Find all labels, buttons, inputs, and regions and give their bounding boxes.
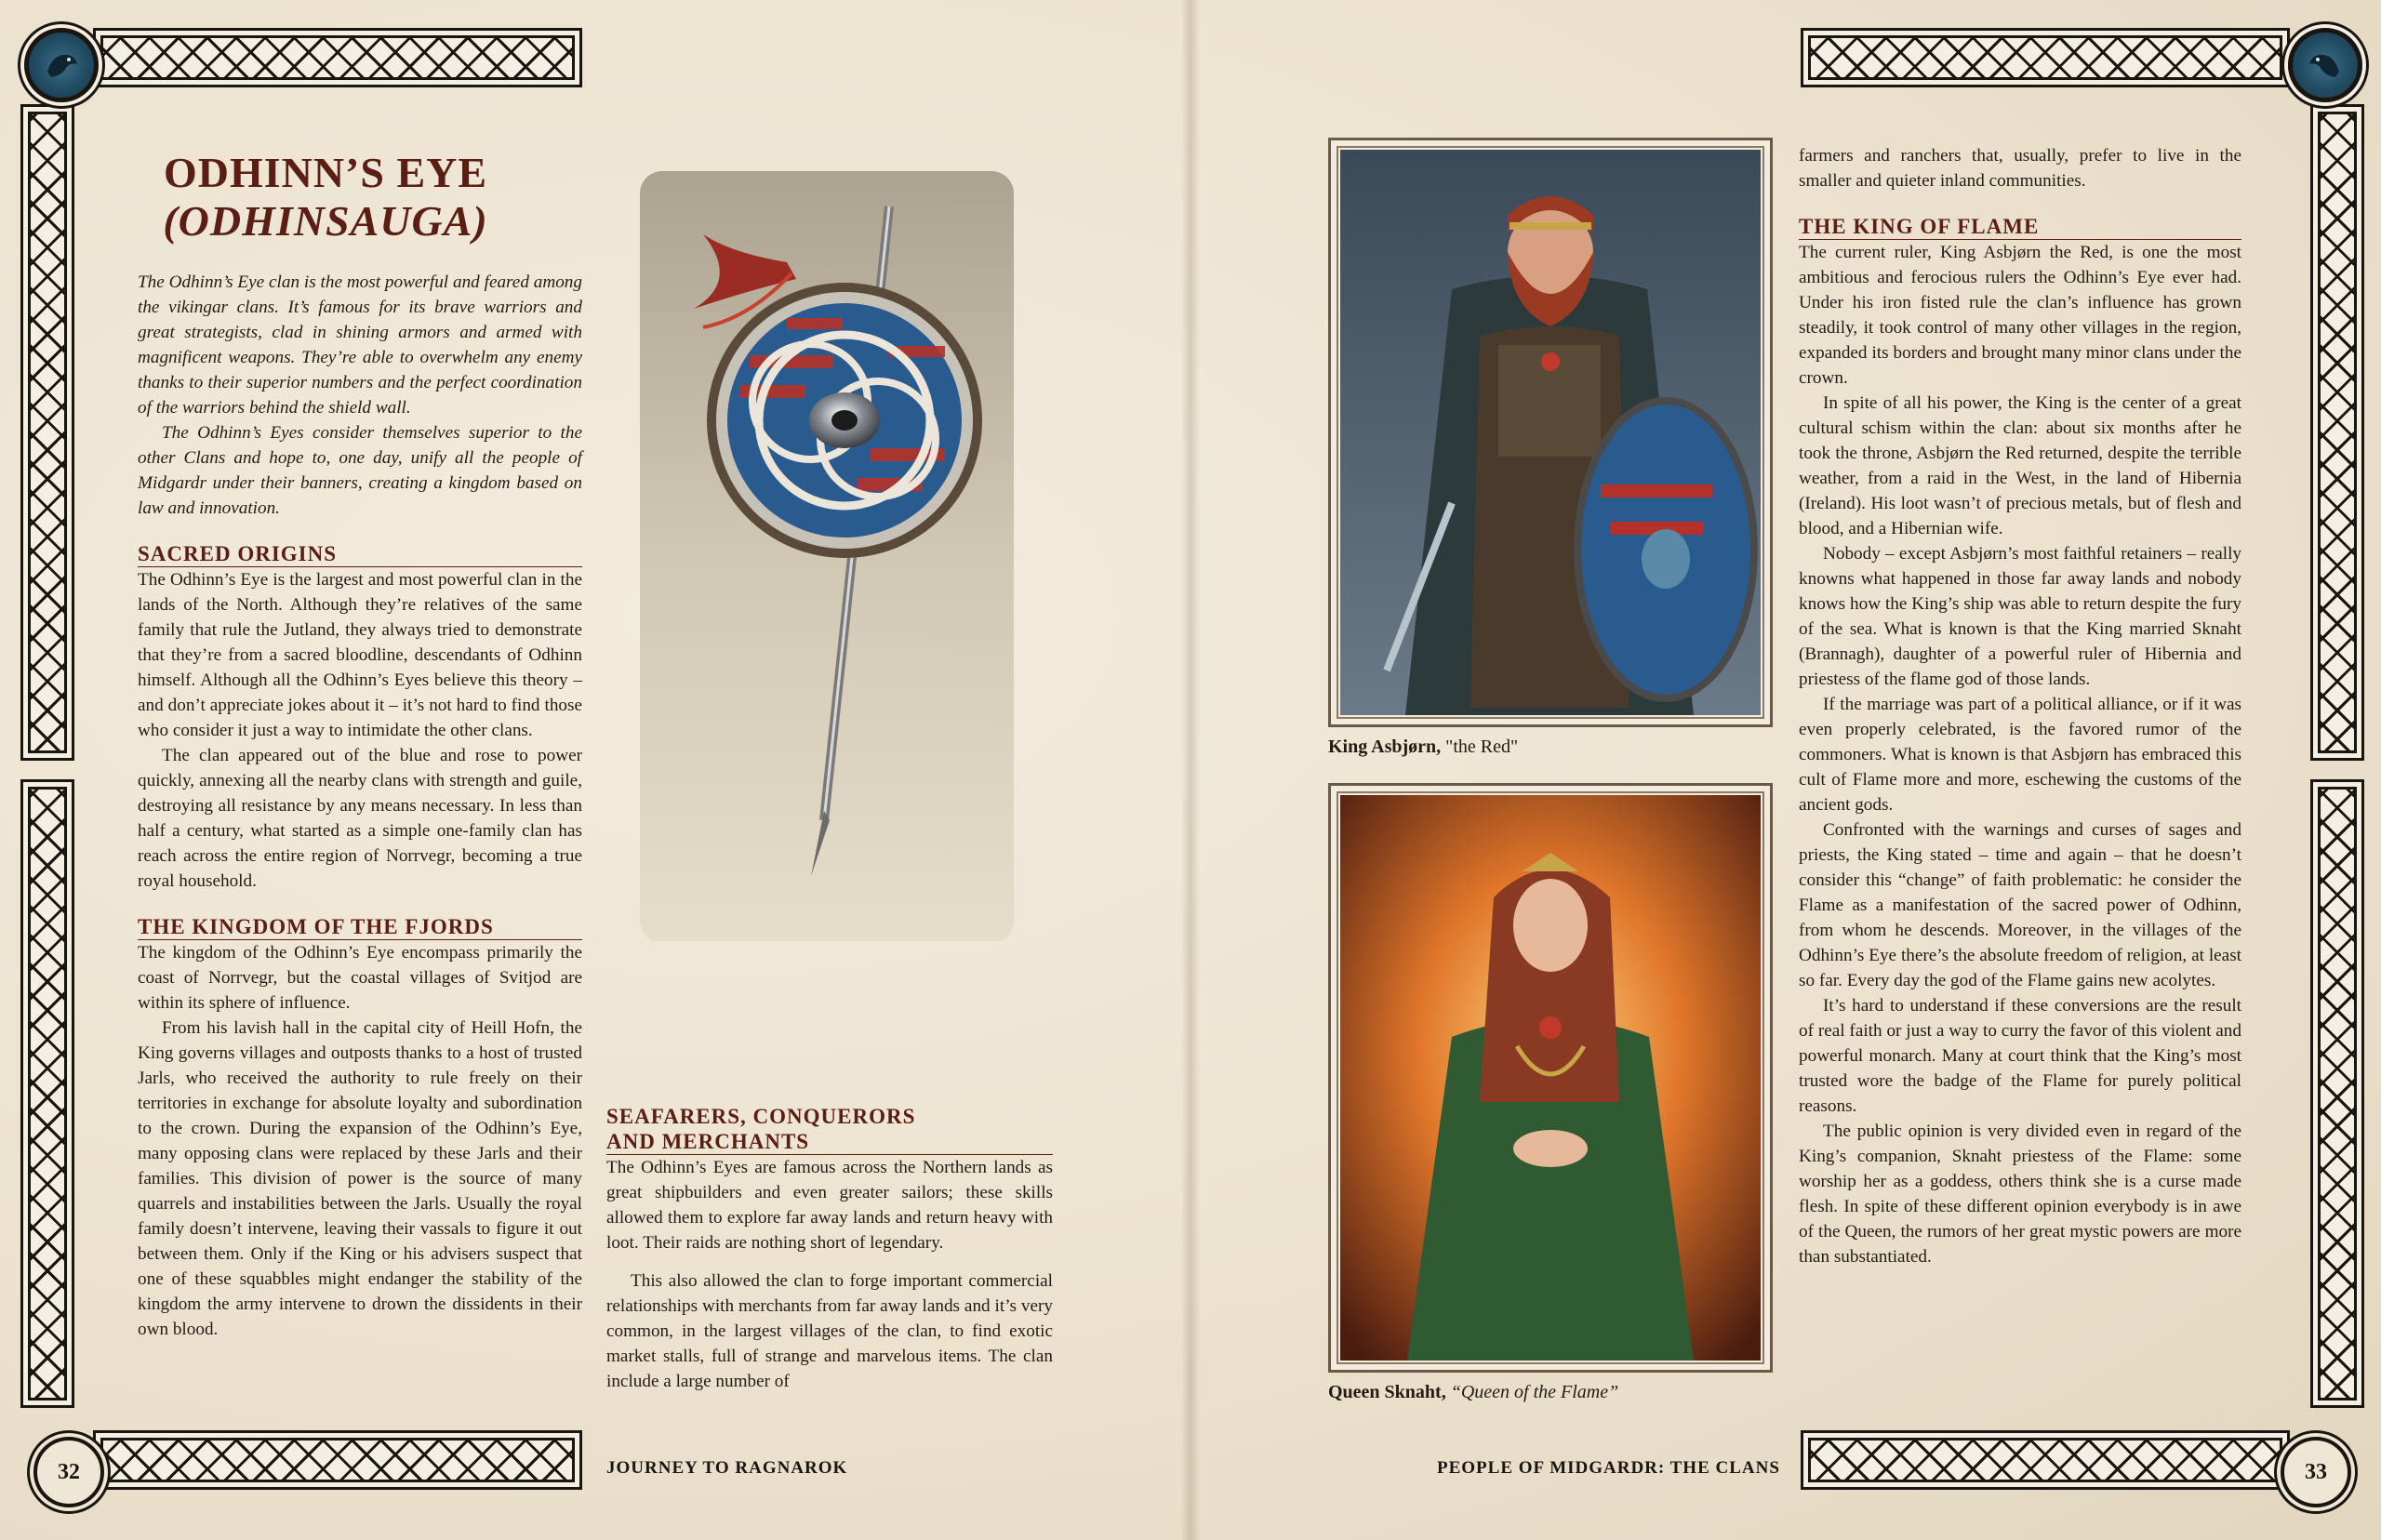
queen-face: [1513, 879, 1588, 972]
section-heading-kingdom: THE KINGDOM OF THE FJORDS: [138, 914, 582, 940]
left-top-border: [93, 28, 582, 87]
right-bottom-border: [1801, 1430, 2290, 1490]
caption-title: "the Red": [1445, 737, 1519, 757]
right-top-border: [1801, 28, 2290, 87]
body-paragraph: Confronted with the warnings and curses of sages and priests, the King stated – time and again – that he doesn’t consider this “change” of faith problematic: he consider the Flame as a manifestation of the sacred power of Odhinn, from whom he descends. Moreover, in the villages of the Odhinn’s Eye there’s the absolute freedom of religion, at least so far. Every day the god of the Flame gains new acolytes.: [1799, 820, 2241, 990]
intro-paragraph: The Odhinn’s Eyes consider themselves superior to the other Clans and hope to, one day, unify all the people of Midgardr under their banners, creating a kingdom based on law and innovation.: [138, 423, 582, 518]
book-gutter: [1181, 0, 1200, 1540]
caption-title: “Queen of the Flame”: [1450, 1382, 1619, 1402]
middle-column: [606, 1104, 1053, 1394]
body-paragraph: The kingdom of the Odhinn’s Eye encompass primarily the coast of Norrvegr, but the coastal villages of Svitjod are within its sphere of influence.: [138, 943, 582, 1013]
right-side-border-upper: [2310, 104, 2364, 761]
queen-caption: [1328, 1382, 1618, 1403]
section-heading-seafarers: [606, 1104, 1053, 1155]
section-heading-sacred-origins: SACRED ORIGINS: [138, 541, 582, 567]
caption-name: Queen Sknaht,: [1328, 1382, 1446, 1402]
right-column: [1799, 143, 2241, 1269]
body-paragraph: The clan appeared out of the blue and rose to power quickly, annexing all the nearby clans with strength and guile, destroying all resistance by any means necessary. In less than half a century, what started as a simple one-family clan has reach across the entire region of Norrvegr, becoming a true royal household.: [138, 746, 582, 891]
raven-emblem-icon: [2304, 44, 2347, 86]
queen-portrait-frame: [1328, 783, 1773, 1373]
king-portrait-frame: [1328, 138, 1773, 727]
body-paragraph: In spite of all his power, the King is the center of a great cultural schism within the clan: about six months after he took the throne, Asbjørn the Red returned, despite the terrible weather, from a raid in the West, in the land of Hibernia (Ireland). His loot wasn’t of precious metals, but of flesh and blood, and a Hibernian wife.: [1799, 393, 2241, 538]
heading-line: SEAFARERS, CONQUERORS: [606, 1105, 916, 1128]
title-line-1: ODHINN’S EYE: [163, 149, 488, 196]
body-paragraph: The public opinion is very divided even in regard of the King’s companion, Sknaht priestess of the Flame: some worship her as a goddess, others think she is a curse made flesh. In spite of these different opinion everybody is in awe of the Queen, the rumors of her great mystic powers are more than substantiated.: [1799, 1122, 2241, 1267]
body-paragraph: farmers and ranchers that, usually, prefer to live in the smaller and quieter inland communities.: [1799, 146, 2241, 191]
right-footer: PEOPLE OF MIDGARDR: THE CLANS: [1437, 1458, 1780, 1478]
left-footer: JOURNEY TO RAGNAROK: [606, 1458, 848, 1478]
body-paragraph: Nobody – except Asbjørn’s most faithful retainers – really knowns what happened in those far away lands and nobody knows how the King’s ship was able to return despite the fury of the sea. What is known is that the King married Sknaht (Brannagh), daughter of a powerful ruler of Hibernia and priestess of the flame god of those lands.: [1799, 544, 2241, 689]
body-paragraph: The Odhinn’s Eyes are famous across the Northern lands as great shipbuilders and even greater sailors; these skills allowed them to explore far away lands and return heavy with loot. Their raids are nothing short of legendary.: [606, 1158, 1053, 1253]
caption-name: King Asbjørn,: [1328, 737, 1442, 757]
intro-text: [138, 270, 582, 521]
right-corner-medallion: [2288, 28, 2362, 102]
intro-paragraph: The Odhinn’s Eye clan is the most powerful and feared among the vikingar clans. It’s famous for its brave warriors and great strategists, clad in shining armors and armed with magnificent weapons. They’re able to overwhelm any enemy thanks to their superior numbers and the perfect coordination of the warriors behind the shield wall.: [138, 272, 582, 418]
body-paragraph: If the marriage was part of a political alliance, or if it was even properly celebrated, is the favored rumor of the commoners. What is known is that Asbjørn has embraced this cult of Flame more and more, eschewing the customs of the ancient gods.: [1799, 695, 2241, 815]
right-page-number: 33: [2281, 1437, 2351, 1507]
heading-line: AND MERCHANTS: [606, 1130, 810, 1153]
left-corner-medallion: [24, 28, 99, 102]
page-title: [140, 149, 512, 246]
left-page-number: 32: [33, 1437, 104, 1507]
body-paragraph: The Odhinn’s Eye is the largest and most powerful clan in the lands of the North. Although they’re relatives of the same family that rule the Jutland, they always tried to demonstrate that they’re from a sacred bloodline, descendants of Odhinn himself. Although all the Odhinn’s Eyes believe this theory – and don’t appreciate jokes about it – it’s not hard to find those who consider it just a way to intimidate the other clans.: [138, 570, 582, 740]
left-side-border-lower: [20, 779, 74, 1408]
title-line-2: (ODHINSAUGA): [163, 197, 488, 245]
right-side-border-lower: [2310, 779, 2364, 1408]
left-bottom-border: [93, 1430, 582, 1490]
left-side-border-upper: [20, 104, 74, 761]
left-column: [138, 270, 582, 1342]
body-paragraph: From his lavish hall in the capital city of Heill Hofn, the King governs villages and outposts thanks to a host of trusted Jarls, who received the authority to rule freely on their territories in exchange for absolute loyalty and subordination to the crown. During the expansion of the Odhinn’s Eye, many opposing clans were replaced by these Jarls and their families. This division of power is the source of many quarrels and instabilities between the Jarls. Usually the royal family doesn’t intervene, leaving their vassals to figure it out between them. Only if the King or his advisers suspect that one of these squabbles might endanger the stability of the kingdom the army intervene to drown the dissidents in their own blood.: [138, 1018, 582, 1339]
shield-illustration: [638, 169, 1016, 941]
body-paragraph: The current ruler, King Asbjørn the Red, is one the most ambitious and ferocious rulers the Odhinn’s Eye ever had. Under his iron fisted rule the clan’s influence has grown steadily, it took control of many other villages in the region, expanded its borders and brought many minor clans under the crown.: [1799, 243, 2241, 388]
raven-emblem-icon: [40, 44, 83, 86]
body-paragraph: This also allowed the clan to forge important commercial relationships with merchants from far away lands and it’s very common, in the largest villages of the clan, to find exotic market stalls, full of strange and marvelous items. The clan include a large number of: [606, 1271, 1053, 1391]
king-caption: [1328, 737, 1518, 758]
section-heading-king-of-flame: THE KING OF FLAME: [1799, 214, 2241, 240]
body-paragraph: It’s hard to understand if these conversions are the result of real faith or just a way to curry the favor of this violent and powerful monarch. Many at court think that the King’s most trusted wore the badge of the Flame for purely political reasons.: [1799, 996, 2241, 1116]
king-portrait: [1340, 150, 1761, 715]
queen-portrait: [1340, 795, 1761, 1361]
